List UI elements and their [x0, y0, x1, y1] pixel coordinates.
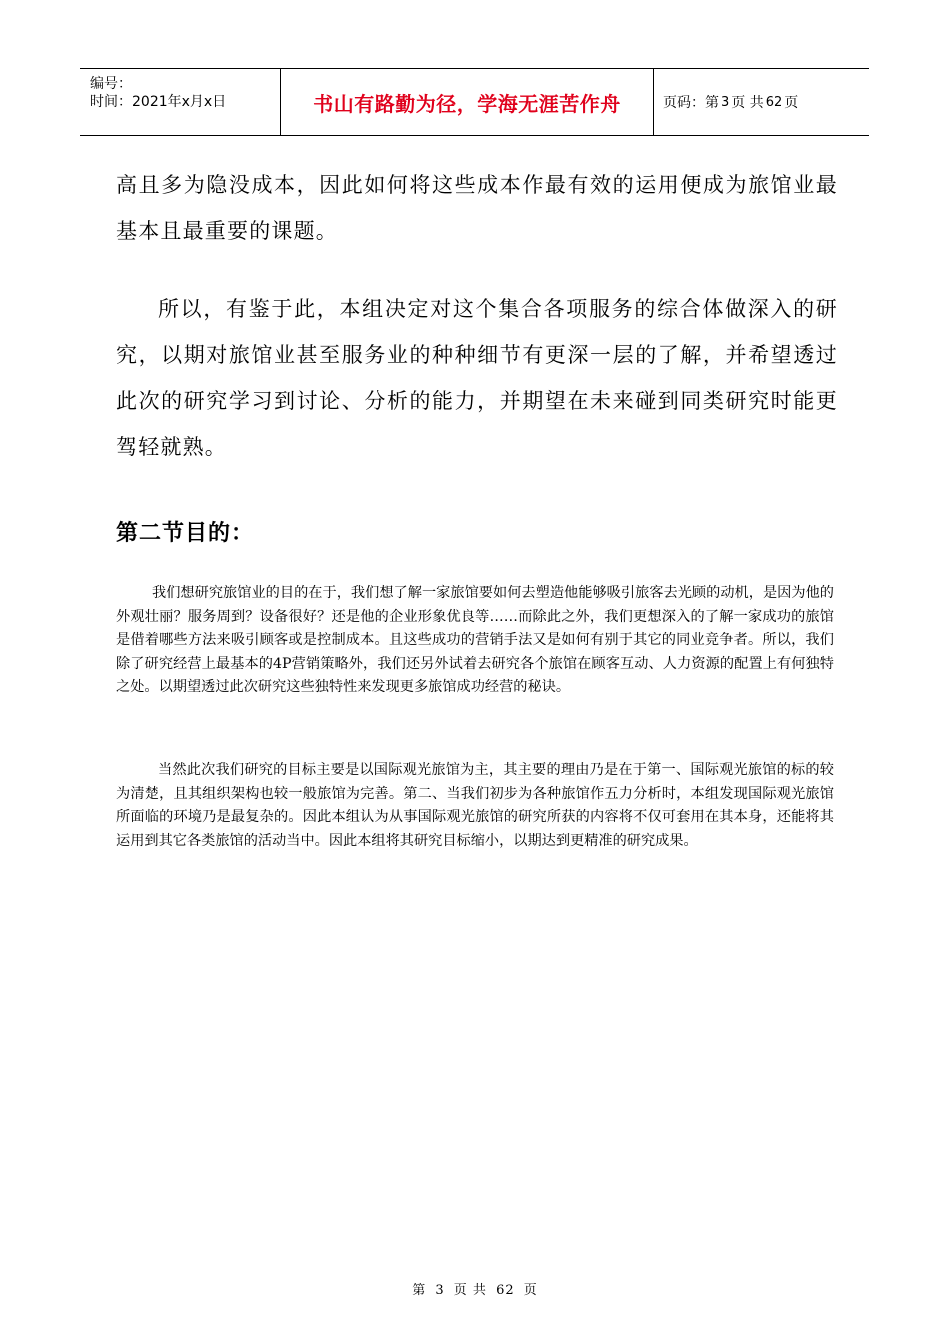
section-paragraph-2: 当然此次我们研究的目标主要是以国际观光旅馆为主，其主要的理由乃是在于第一、国际观光旅馆的标的较为清楚，且其组织架构也较一般旅馆为完善。第二、当我们初步为各种旅馆作五力分析时，本组发现国际观光旅馆所面临的环境乃是最复杂的。因此本组认为从事国际观光旅馆的研究所获的内容将不仅可套用在其本身，还能将其运用到其它各类旅馆的活动当中。因此本组将其研究目标缩小，以期达到更精准的研究成果。	[116, 762, 834, 849]
body-paragraph-2: 所以，有鉴于此，本组决定对这个集合各项服务的综合体做深入的研究，以期对旅馆业甚至服务业的种种细节有更深一层的了解，并希望透过此次的研究学习到讨论、分析的能力，并期望在未来碰到同类研究时能更驾轻就熟。	[116, 297, 838, 459]
footer-prefix: 第	[412, 1283, 427, 1298]
header-page-total: 62	[765, 94, 783, 110]
header-page-suffix: 页	[784, 95, 799, 111]
footer-current-page: 3	[435, 1283, 445, 1298]
page-footer	[0, 1279, 950, 1298]
date-label: 时间：2021年x月x日	[90, 94, 227, 110]
header-page-info	[654, 69, 869, 135]
header-meta	[80, 69, 281, 135]
footer-total-pages: 62	[496, 1283, 515, 1298]
header-page-mid: 页 共	[731, 95, 764, 111]
section-paragraph-1: 我们想研究旅馆业的目的在于，我们想了解一家旅馆要如何去塑造他能够吸引旅客去光顾的动机，是因为他的外观壮丽？服务周到？设备很好？还是他的企业形象优良等……而除此之外，我们更想深入的了解一家成功的旅馆是借着哪些方法来吸引顾客或是控制成本。且这些成功的营销手法又是如何有别于其它的同业竞争者。所以，我们除了研究经营上最基本的4P营销策略外，我们还另外试着去研究各个旅馆在顾客互动、人力资源的配置上有何独特之处。以期望透过此次研究这些独特性来发现更多旅馆成功经营的秘诀。	[116, 585, 834, 695]
footer-mid: 页 共	[453, 1283, 487, 1298]
page-header	[80, 68, 869, 136]
footer-suffix: 页	[523, 1283, 538, 1298]
header-page-current: 3	[721, 94, 730, 110]
header-motto: 书山有路勤为径，学海无涯苦作舟	[281, 69, 654, 135]
section-heading: 第二节目的：	[116, 521, 255, 546]
serial-number-label: 编号：	[90, 76, 132, 92]
body-paragraph-1: 高且多为隐没成本，因此如何将这些成本作最有效的运用便成为旅馆业最基本且最重要的课题。	[116, 173, 838, 243]
header-page-prefix: 页码：第	[663, 95, 719, 111]
